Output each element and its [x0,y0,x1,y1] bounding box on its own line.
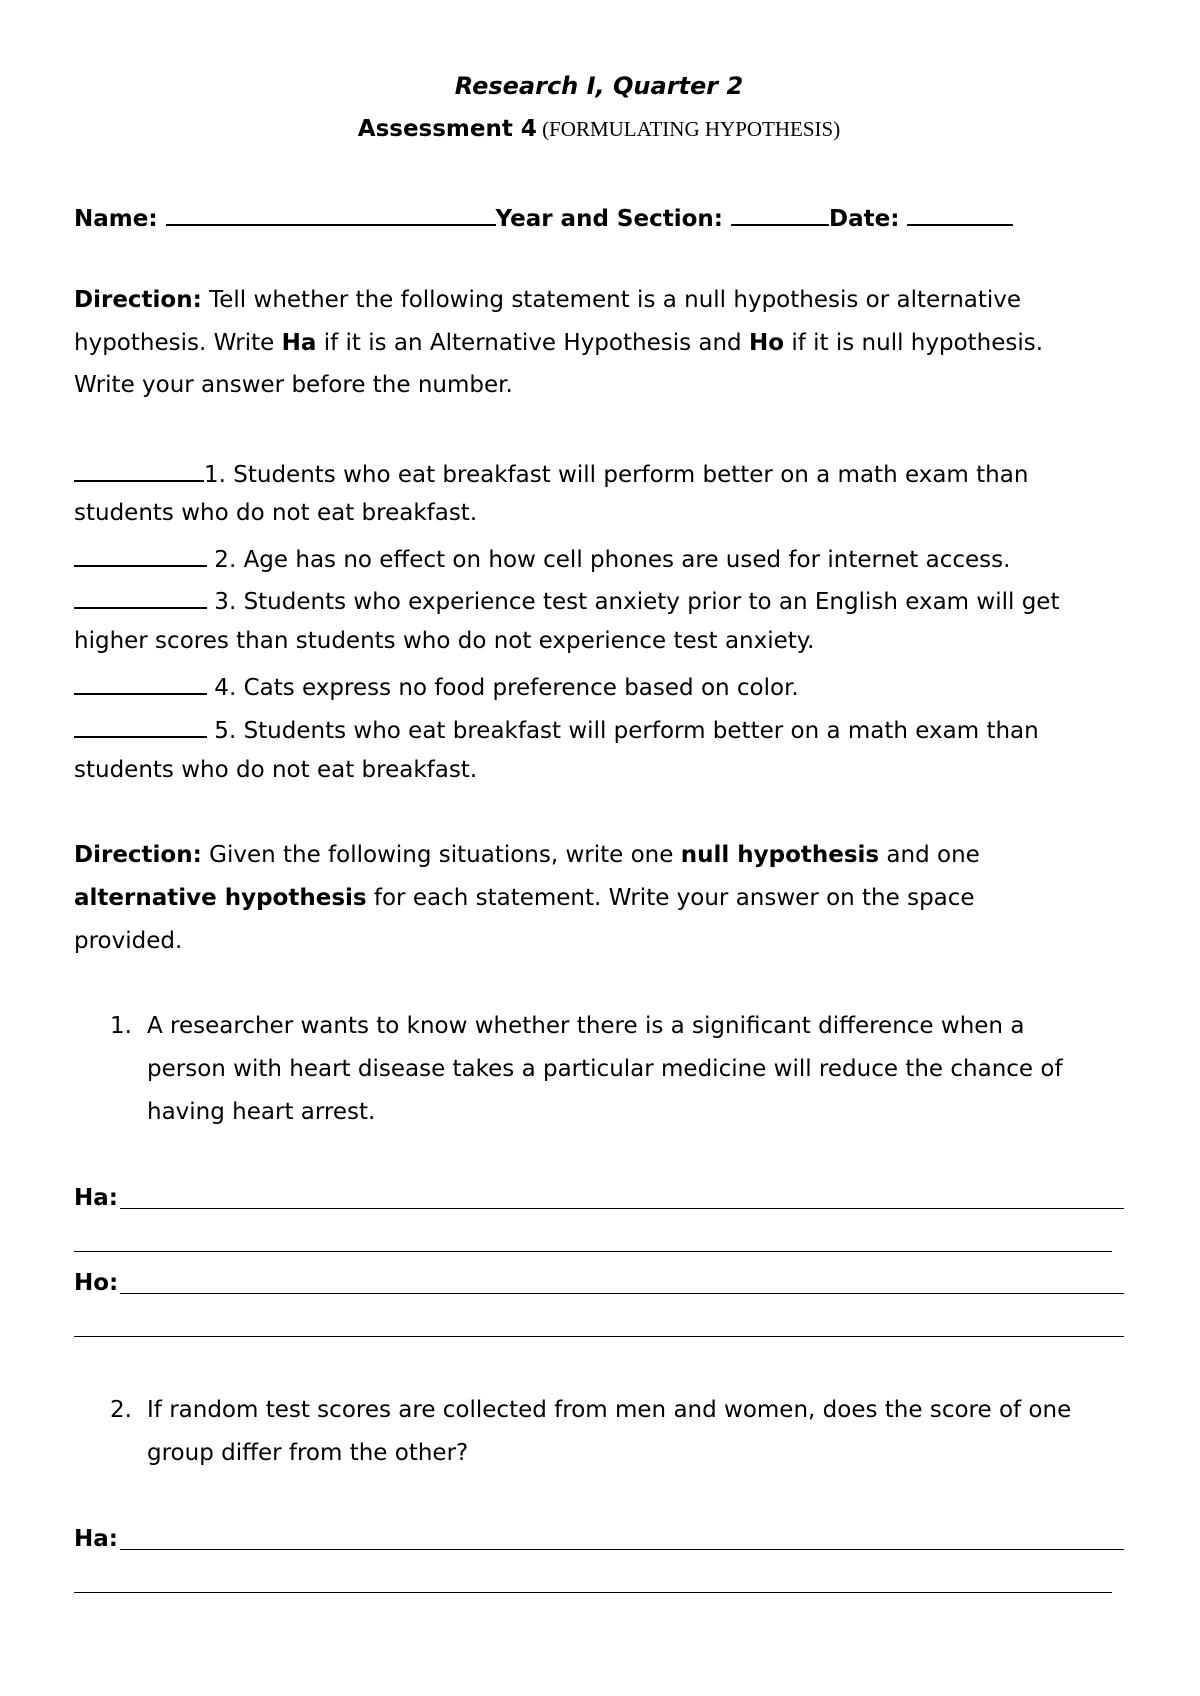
situation-1-ha-line-2[interactable] [74,1251,1112,1252]
item-1: 1. Students who eat breakfast will perform better on a math exam than [74,456,1028,490]
situation-2-ha-label: Ha: [74,1526,118,1552]
situation-1-ho-line[interactable] [120,1293,1124,1294]
answer-blank-3[interactable] [74,583,207,609]
year-section-blank[interactable] [731,200,829,226]
situation-1-ha-line[interactable] [120,1208,1124,1209]
alternative-hypothesis-term: alternative hypothesis [74,885,367,911]
situation-1-ho-label: Ho: [74,1270,119,1296]
student-info-row [74,200,1013,234]
item-5-cont: students who do not eat breakfast. [74,757,478,783]
item-3: 3. Students who experience test anxiety prior to an English exam will get [74,583,1059,617]
situation-2-number: 2. [110,1397,132,1423]
direction2-line1: Direction: Given the following situations, write one null hypothesis and one [74,842,980,868]
item-4: 4. Cats express no food preference based on color. [74,669,799,703]
direction2-label: Direction: [74,842,202,868]
assessment-topic: (FORMULATING HYPOTHESIS) [536,117,841,141]
direction1-label: Direction: [74,287,202,313]
worksheet-title: Research I, Quarter 2 [454,72,744,100]
situation-1-ha-label: Ha: [74,1185,118,1211]
item-2: 2. Age has no effect on how cell phones are used for internet access. [74,541,1010,575]
ho-term: Ho [748,330,785,356]
assessment-label: Assessment 4 [357,116,537,142]
year-section-label: Year and Section: [495,206,731,232]
direction2-line3: provided. [74,928,183,954]
situation-1-number: 1. [110,1013,132,1039]
situation-1-ho-line-2[interactable] [74,1336,1124,1337]
direction2-line2: alternative hypothesis for each statement. Write your answer on the space [74,885,975,911]
item-1-cont: students who do not eat breakfast. [74,500,478,526]
situation-1-line2: person with heart disease takes a particular medicine will reduce the chance of [147,1056,1063,1082]
name-blank[interactable] [166,200,496,226]
answer-blank-1[interactable] [74,456,204,482]
item-5: 5. Students who eat breakfast will perform better on a math exam than [74,712,1039,746]
worksheet-subtitle [74,114,1124,144]
date-label: Date: [828,206,908,232]
situation-1-line3: having heart arrest. [147,1099,376,1125]
situation-2-ha-line[interactable] [120,1549,1124,1550]
direction1-line3: Write your answer before the number. [74,372,513,398]
direction1-line2: hypothesis. Write Ha if it is an Alternative Hypothesis and Ho if it is null hypothesis. [74,330,1044,356]
date-blank[interactable] [907,200,1013,226]
situation-2-ha-line-2[interactable] [74,1592,1112,1593]
situation-1-line1: A researcher wants to know whether there is a significant difference when a [147,1013,1025,1039]
answer-blank-2[interactable] [74,541,207,567]
direction1-line1: Direction: Tell whether the following statement is a null hypothesis or alternative [74,287,1022,313]
name-label: Name: [74,206,166,232]
item-3-cont: higher scores than students who do not experience test anxiety. [74,628,815,654]
answer-blank-4[interactable] [74,669,207,695]
null-hypothesis-term: null hypothesis [680,842,880,868]
situation-2-line2: group differ from the other? [147,1440,469,1466]
situation-2-line1: If random test scores are collected from men and women, does the score of one [147,1397,1072,1423]
ha-term: Ha [281,330,317,356]
answer-blank-5[interactable] [74,712,207,738]
